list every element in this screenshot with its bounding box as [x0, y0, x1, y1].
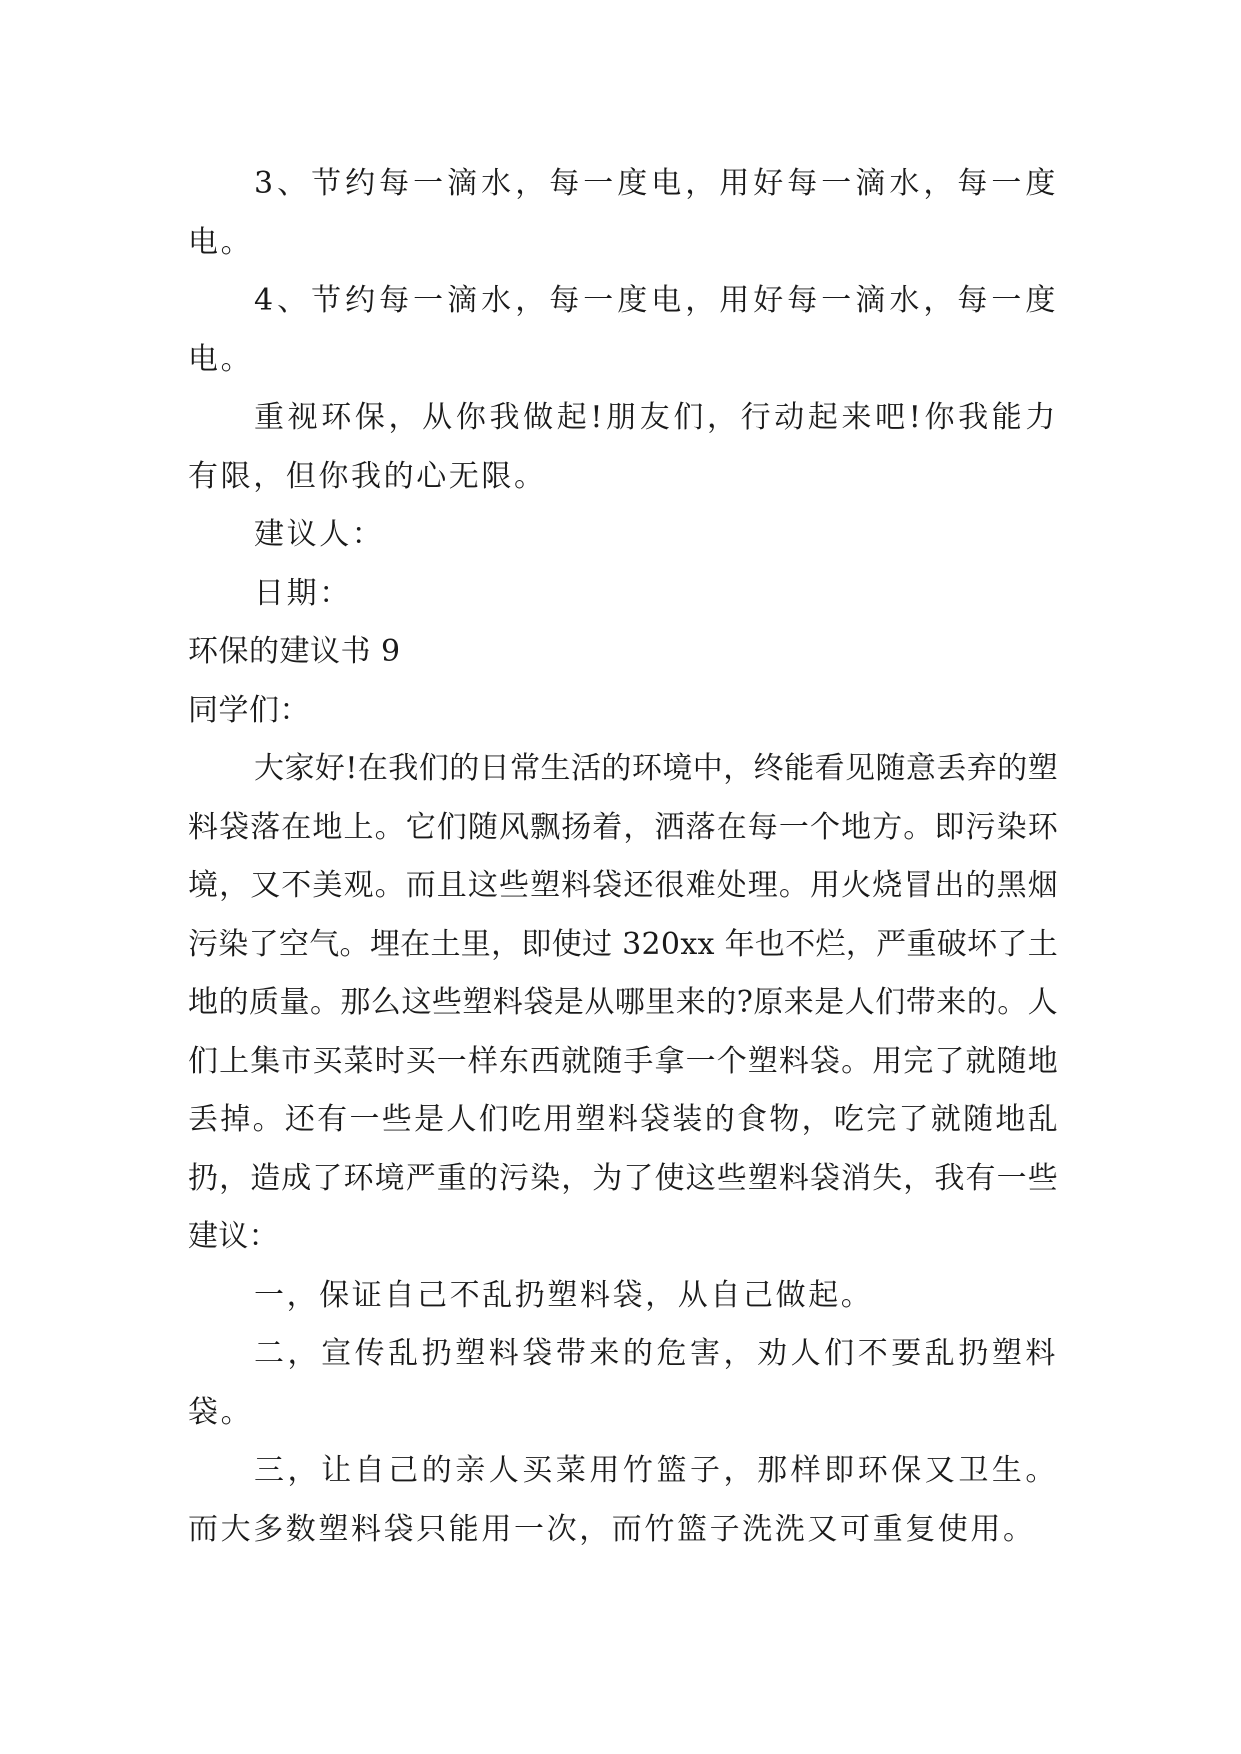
paragraph-suggestion-3: 三，让自己的亲人买菜用竹篮子，那样即环保又卫生。而大多数塑料袋只能用一次，而竹篮子洗洗又可重复使用。: [188, 1453, 1058, 1547]
paragraph-item-4: 4、节约每一滴水，每一度电，用好每一滴水，每一度电。: [188, 283, 1058, 377]
section-title: 环保的建议书 9: [188, 634, 401, 669]
paragraph-call-to-action: 重视环保，从你我做起!朋友们，行动起来吧!你我能力有限，但你我的心无限。: [188, 400, 1058, 494]
paragraph-item-3: 3、节约每一滴水，每一度电，用好每一滴水，每一度电。: [188, 166, 1058, 260]
proposer-line: 建议人：: [254, 517, 385, 552]
paragraph-suggestion-1: 一，保证自己不乱扔塑料袋，从自己做起。: [254, 1277, 874, 1313]
paragraph-suggestion-2: 二，宣传乱扔塑料袋带来的危害，劝人们不要乱扔塑料袋。: [188, 1336, 1058, 1430]
paragraph-intro: 大家好!在我们的日常生活的环境中，终能看见随意丢弃的塑料袋落在地上。它们随风飘扬着，洒落在每一个地方。即污染环境，又不美观。而且这些塑料袋还很难处理。用火烧冒出的黑烟污染了空气。埋在土里，即使过 320xx 年也不烂，严重破坏了土地的质量。那么这些塑料袋是从哪里来的?原来是人们带来的。人们上集市买菜时买一样东西就随手拿一个塑料袋。用完了就随地丢掉。还有一些是人们吃用塑料袋装的食物，吃完了就随地乱扔，造成了环境严重的污染，为了使这些塑料袋消失，我有一些建议：: [188, 751, 1058, 1254]
date-line: 日期：: [254, 575, 352, 611]
document-page: [188, 155, 1058, 1559]
salutation: 同学们：: [188, 692, 310, 728]
